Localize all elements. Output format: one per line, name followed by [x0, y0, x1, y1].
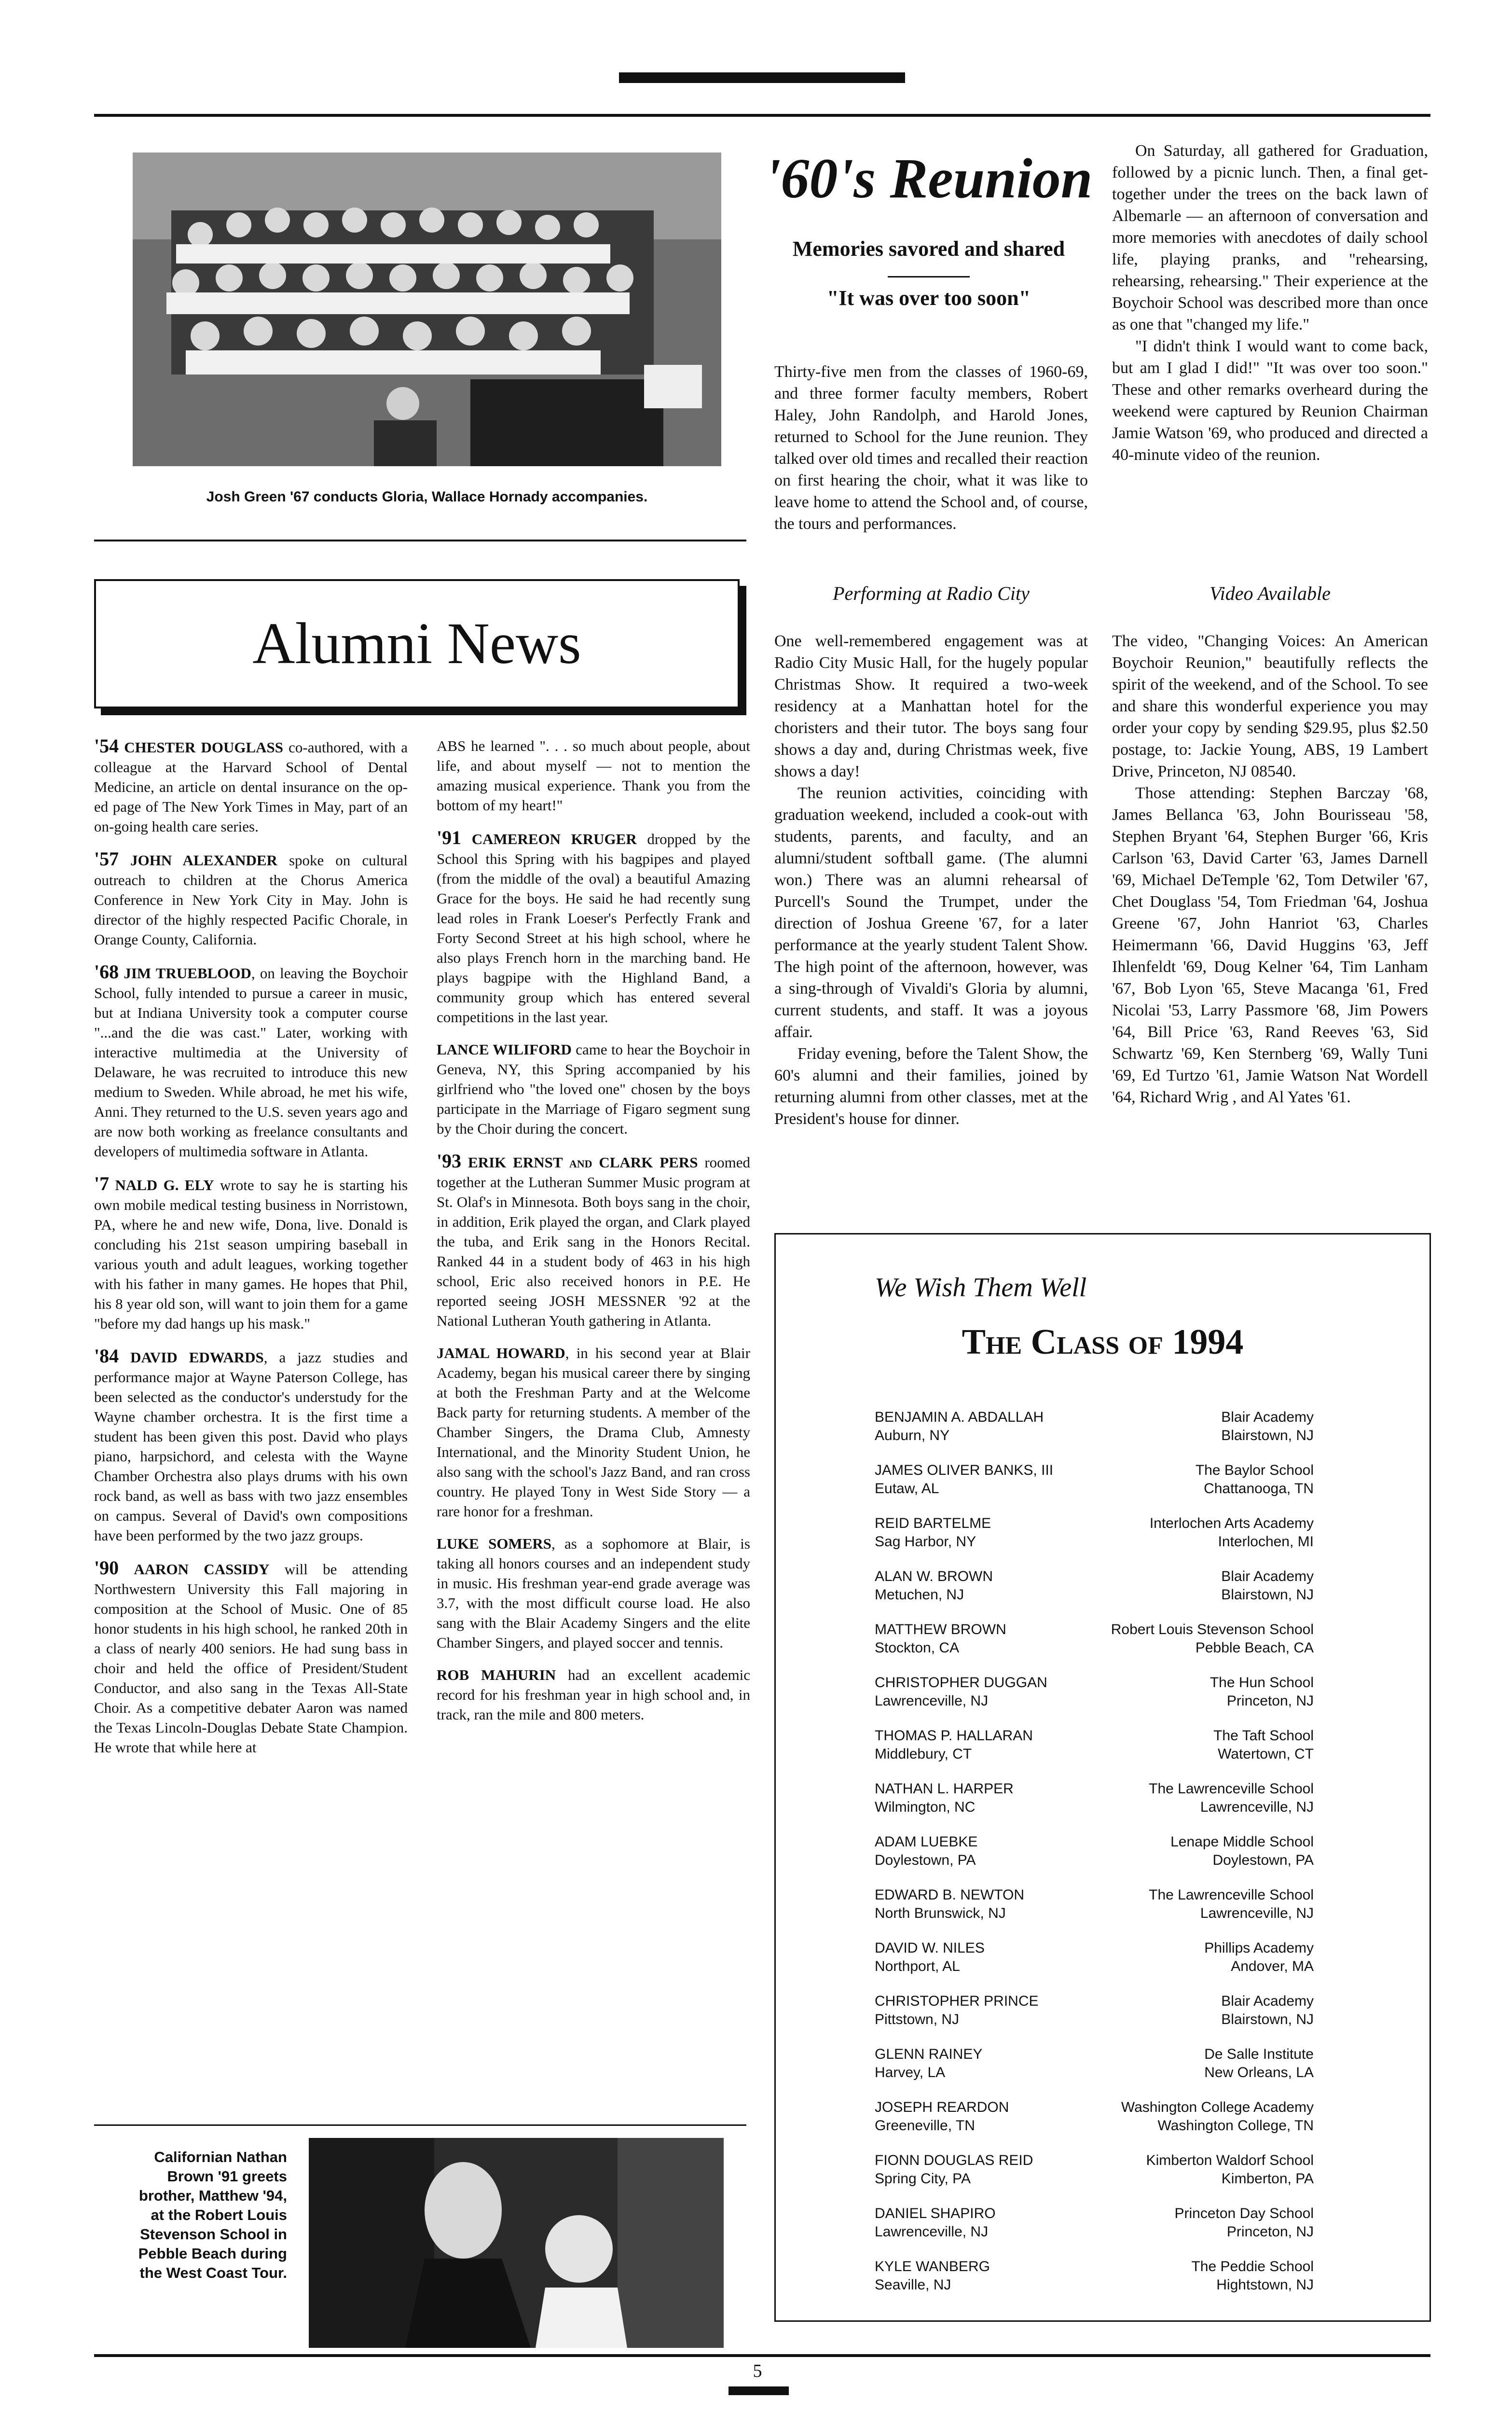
top-rule: [94, 114, 1430, 117]
reunion-right-p1: On Saturday, all gathered for Graduation, followed by a picnic lunch. Then, a final get-together under the trees on the back lawn of Albemarle — an afternoon of conversation and more memories with anecdotes of daily school life, playing pranks, and "rehearsing, rehearsing, rehearsing." Their experience at the Boychoir School was described more than once as one that "changed my life.": [1112, 142, 1428, 333]
alumni-news-title: Alumni News: [252, 611, 581, 676]
video-attendees: Those attending: Stephen Barczay '68, James Bellanca '63, John Bourisseau '58, Stephen Bryant '64, Stephen Burger '66, Kris Carlson '63, David Carter '63, James Darnell '69, Michael DeTemple '62, Tom Detwiler '67, Chet Douglass '54, Tom Friedman '64, Joshua Greene '67, John Hanriot '63, Charles Heimermann '66, David Huggins '63, Jeff Ihlenfeldt '69, Doug Kelner '64, Tim Lanham '67, Bob Lyon '65, Steve Macanga '61, Fred Nicolai '53, Larry Passmore '68, Jim Powers '64, Bill Price '63, Rand Reeves '63, Sid Schwartz '69, Ken Sternberg '69, Wally Tuni '69, Ed Turtzo '61, Jamie Watson Nat Wordell '64, Richard Wrig , and Al Yates '61.: [1112, 784, 1428, 1106]
alumni-entry: ABS he learned ". . . so much about people, about life, and about myself — not to mention the amazing musical experience. Thank you from the bottom of my heart!": [437, 737, 750, 814]
reunion-title: '60's Reunion: [765, 147, 1093, 210]
reunion-intro-text: Thirty-five men from the classes of 1960-69, and three former faculty members, Robert Haley, John Randolph, and Harold Jones, returned to School for the June reunion. They talked over old times and recalled their reaction on first hearing the choir, what it was like to leave home to attend the School and, of course, the tours and performances.: [774, 363, 1088, 533]
radio-city-column: [774, 630, 1088, 1130]
alumni-entry: JAMAL HOWARD, in his second year at Blair Academy, began his musical career there by singing at both the Freshman Party and at the Welcome Back party for returning students. A member of the Chamber Singers, the Drama Club, Amnesty International, and the Minority Student Union, he also sang with the school's Jazz Band, and ran cross country. He played Tony in West Side Story — a rare honor for a freshman.: [437, 1345, 750, 1520]
reunion-intro: [774, 361, 1088, 535]
photo-caption-rule: [94, 540, 746, 541]
alumni-column-1: [94, 736, 408, 1770]
bottom-rule: [94, 2354, 1430, 2357]
alumni-entry: '90 AARON CASSIDY will be attending Northwestern University this Fall majoring in composition at the School of Music. One of 85 honor students in his high school, he ranked 20th in a class of nearly 400 seniors. He had sung bass in choir and held the office of President/Student Conductor, and also sang in the Texas All-State Choir. As a competitive debater Aaron was named the Texas Lincoln-Douglas Debate State Champion. He wrote that while here at: [94, 1557, 408, 1756]
class-of-1994-box: [774, 1233, 1431, 2322]
radio-city-p2: The reunion activities, coinciding with graduation weekend, included a cook-out with students, parents, and faculty, and an alumni/student softball game. (The alumni won.) There was an alumni rehearsal of Purcell's Sound the Trumpet, under the direction of Joshua Greene '67, for a later performance at the yearly student Talent Show. The high point of the afternoon, however, was a sing-through of Vivaldi's Gloria by alumni, current students, and staff. It was a joyous affair.: [774, 784, 1088, 1041]
page-number: 5: [753, 2361, 762, 2381]
photo2-top-rule: [94, 2124, 746, 2126]
alumni-column-2: [437, 736, 750, 1737]
alumni-news-title-box: [94, 579, 740, 708]
brothers-photo: [309, 2138, 724, 2348]
footer-bar: [729, 2386, 789, 2395]
video-heading: Video Available: [1210, 582, 1331, 604]
alumni-entry: '7 NALD G. ELY wrote to say he is starting his own mobile medical testing business in Norristown, PA, where he and new wife, Dona, live. Donald is concluding his 21st season umpiring baseball in various youth and adult leagues, working together with his father in many games. He hopes that Phil, his 8 year old son, will want to join them for a game "before my dad hangs up his mask.": [94, 1173, 408, 1332]
alumni-entry: '54 CHESTER DOUGLASS co-authored, with a colleague at the Harvard School of Dental Medicine, an article on dental insurance on the op-ed page of The New York Times in May, part of an on-going health care series.: [94, 735, 408, 835]
reunion-quote: "It was over too soon": [826, 286, 1031, 310]
video-p1: The video, "Changing Voices: An American Boychoir Reunion," beautifully reflects the spirit of the weekend, and of the School. To see and share this wonderful experience you may order your copy by sending $29.95, plus $2.50 postage, to: Jackie Young, ABS, 19 Lambert Drive, Princeton, NJ 08540.: [1112, 632, 1428, 780]
alumni-entry: LUKE SOMERS, as a sophomore at Blair, is taking all honors courses and an independent study in music. His freshman year-end grade average was 3.7, with the most difficult course load. He also sang with the Blair Academy Singers and the elite Chamber Singers, and played soccer and tennis.: [437, 1535, 750, 1651]
choir-photo-caption: Josh Green '67 conducts Gloria, Wallace Hornady accompanies.: [206, 489, 648, 505]
class-box-heading: We Wish Them Well: [875, 1273, 1087, 1303]
brothers-photo-caption: Californian Nathan Brown '91 greets brother, Matthew '94, at the Robert Louis Stevenson School in Pebble Beach during the West Coast Tour.: [138, 2149, 287, 2281]
alumni-entry: ROB MAHURIN had an excellent academic record for his freshman year in high school and, in track, ran the mile and 800 meters.: [437, 1666, 751, 1723]
radio-city-p3: Friday evening, before the Talent Show, the 60's alumni and their families, joined by returning alumni from other classes, met at the President's house for dinner.: [774, 1045, 1088, 1128]
choir-photo: [133, 153, 721, 466]
radio-city-heading: Performing at Radio City: [833, 582, 1030, 604]
reunion-right-p2: "I didn't think I would want to come back, but am I glad I did!" "It was over too soon." These and other remarks overheard during the weekend were captured by Reunion Chairman Jamie Watson '69, who produced and directed a 40-minute video of the reunion.: [1112, 337, 1428, 464]
alumni-entry: '68 JIM TRUEBLOOD, on leaving the Boychoir School, fully intended to pursue a career in music, but at Indiana University took a computer course "...and the die was cast." Later, working with interactive multimedia at the University of Delaware, he was recruited to introduce this new medium to Sweden. While abroad, he met his wife, Anni. They returned to the U.S. seven years ago and are now both working as freelance consultants and developers of multimedia software in Atlanta.: [94, 961, 408, 1160]
alumni-entry: LANCE WILIFORD came to hear the Boychoir in Geneva, NY, this Spring accompanied by his girlfriend who "the loved one" chosen by the boys participate in the Marriage of Figaro segment sung by the Choir during the concert.: [437, 1041, 751, 1137]
header-bar: [619, 72, 905, 83]
subtitle-divider: [888, 276, 970, 277]
alumni-entry: '91 CAMEREON KRUGER dropped by the School this Spring with his bagpipes and played (from the middle of the oval) a beautiful Amazing Grace for the boys. He said he had recently sung lead roles in Frank Loeser's Perfectly Frank and Forty Second Street at his high school, where he also plays French horn in the marching band. He plays bagpipe with the Highland Band, a community group which has entered several competitions in the last year.: [437, 827, 751, 1026]
reunion-subtitle: Memories savored and shared: [792, 237, 1065, 261]
reunion-right-column: [1112, 140, 1428, 466]
alumni-entry: '84 DAVID EDWARDS, a jazz studies and performance major at Wayne Paterson College, has been selected as the conductor's understudy for the Wayne chamber orchestra. It is the first time a student has been given this post. David who plays piano, harpsichord, and celesta with the Wayne Chamber Orchestra also plays drums with his own rock band, as well as bass with two jazz ensembles on campus. Several of David's own compositions have been performed by the two jazz groups.: [94, 1345, 408, 1544]
class-box-title: The Class of 1994: [962, 1322, 1244, 1362]
radio-city-p1: One well-remembered engagement was at Radio City Music Hall, for the hugely popular Christmas Show. It required a two-week residency at a Manhattan hotel for the choristers and their tutor. The boys sang four shows a day and, during Christmas week, five shows a day!: [774, 632, 1088, 780]
class-list: BENJAMIN A. ABDALLAH Auburn, NY Blair Academy Blairstown, NJ JAMES OLIVER BANKS, III Eutaw, AL The Baylor School Chattanooga, TN REID BARTELME Sag Harbor, NY Interlochen Arts Academy Interlochen, MI ALAN W. BROWN Metuchen, NJ Blair Academy Blairstown, NJ MATTHEW BROWN Stockton, CA Robert Louis Stevenson School Pebble Beach, CA CHRISTOPHER DUGGAN Lawrenceville, NJ The Hun School Princeton, NJ THOMAS P. HALLARAN Middlebury, CT The Taft School Watertown, CT NATHAN L. HARPER Wilmington, NC The Lawrenceville School Lawrenceville, NJ ADAM LUEBKE Doylestown, PA Lenape Middle School Doylestown, PA EDWARD B. NEWTON North Brunswick, NJ The Lawrenceville School Lawrenceville, NJ DAVID W. NILES Northport, AL Phillips Academy Andover, MA CHRISTOPHER PRINCE Pittstown, NJ Blair Academy Blairstown, NJ GLENN RAINEY Harvey, LA De Salle Institute New Orleans, LA JOSEPH REARDON Greeneville, TN Washington College Academy Washington College, TN FIONN DOUGLAS REID Spring City, PA Kimberton Waldorf School Kimberton, PA DANIEL SHAPIRO Lawrenceville, NJ Princeton Day School Princeton, NJ KYLE WANBERG Seaville, NJ The Peddie School Hightstown, NJ: [875, 1409, 1314, 2293]
video-column: [1112, 630, 1428, 1108]
alumni-entry: '93 ERIK ERNST and CLARK PERS roomed together at the Lutheran Summer Music program at St. Olaf's in Minnesota. Both boys sang in the choir, in addition, Erik played the organ, and Clark played the tuba, and Erik sang in the Honors Recital. Ranked 44 in a student body of 463 in his high school, Eric also received honors in P.E. He reported seeing JOSH MESSNER '92 at the National Lutheran Youth gathering in Atlanta.: [437, 1150, 751, 1329]
alumni-entry: '57 JOHN ALEXANDER spoke on cultural outreach to children at the Chorus America Conference in New York City in May. John is director of the highly respected Pacific Chorale, in Orange County, California.: [94, 848, 408, 948]
